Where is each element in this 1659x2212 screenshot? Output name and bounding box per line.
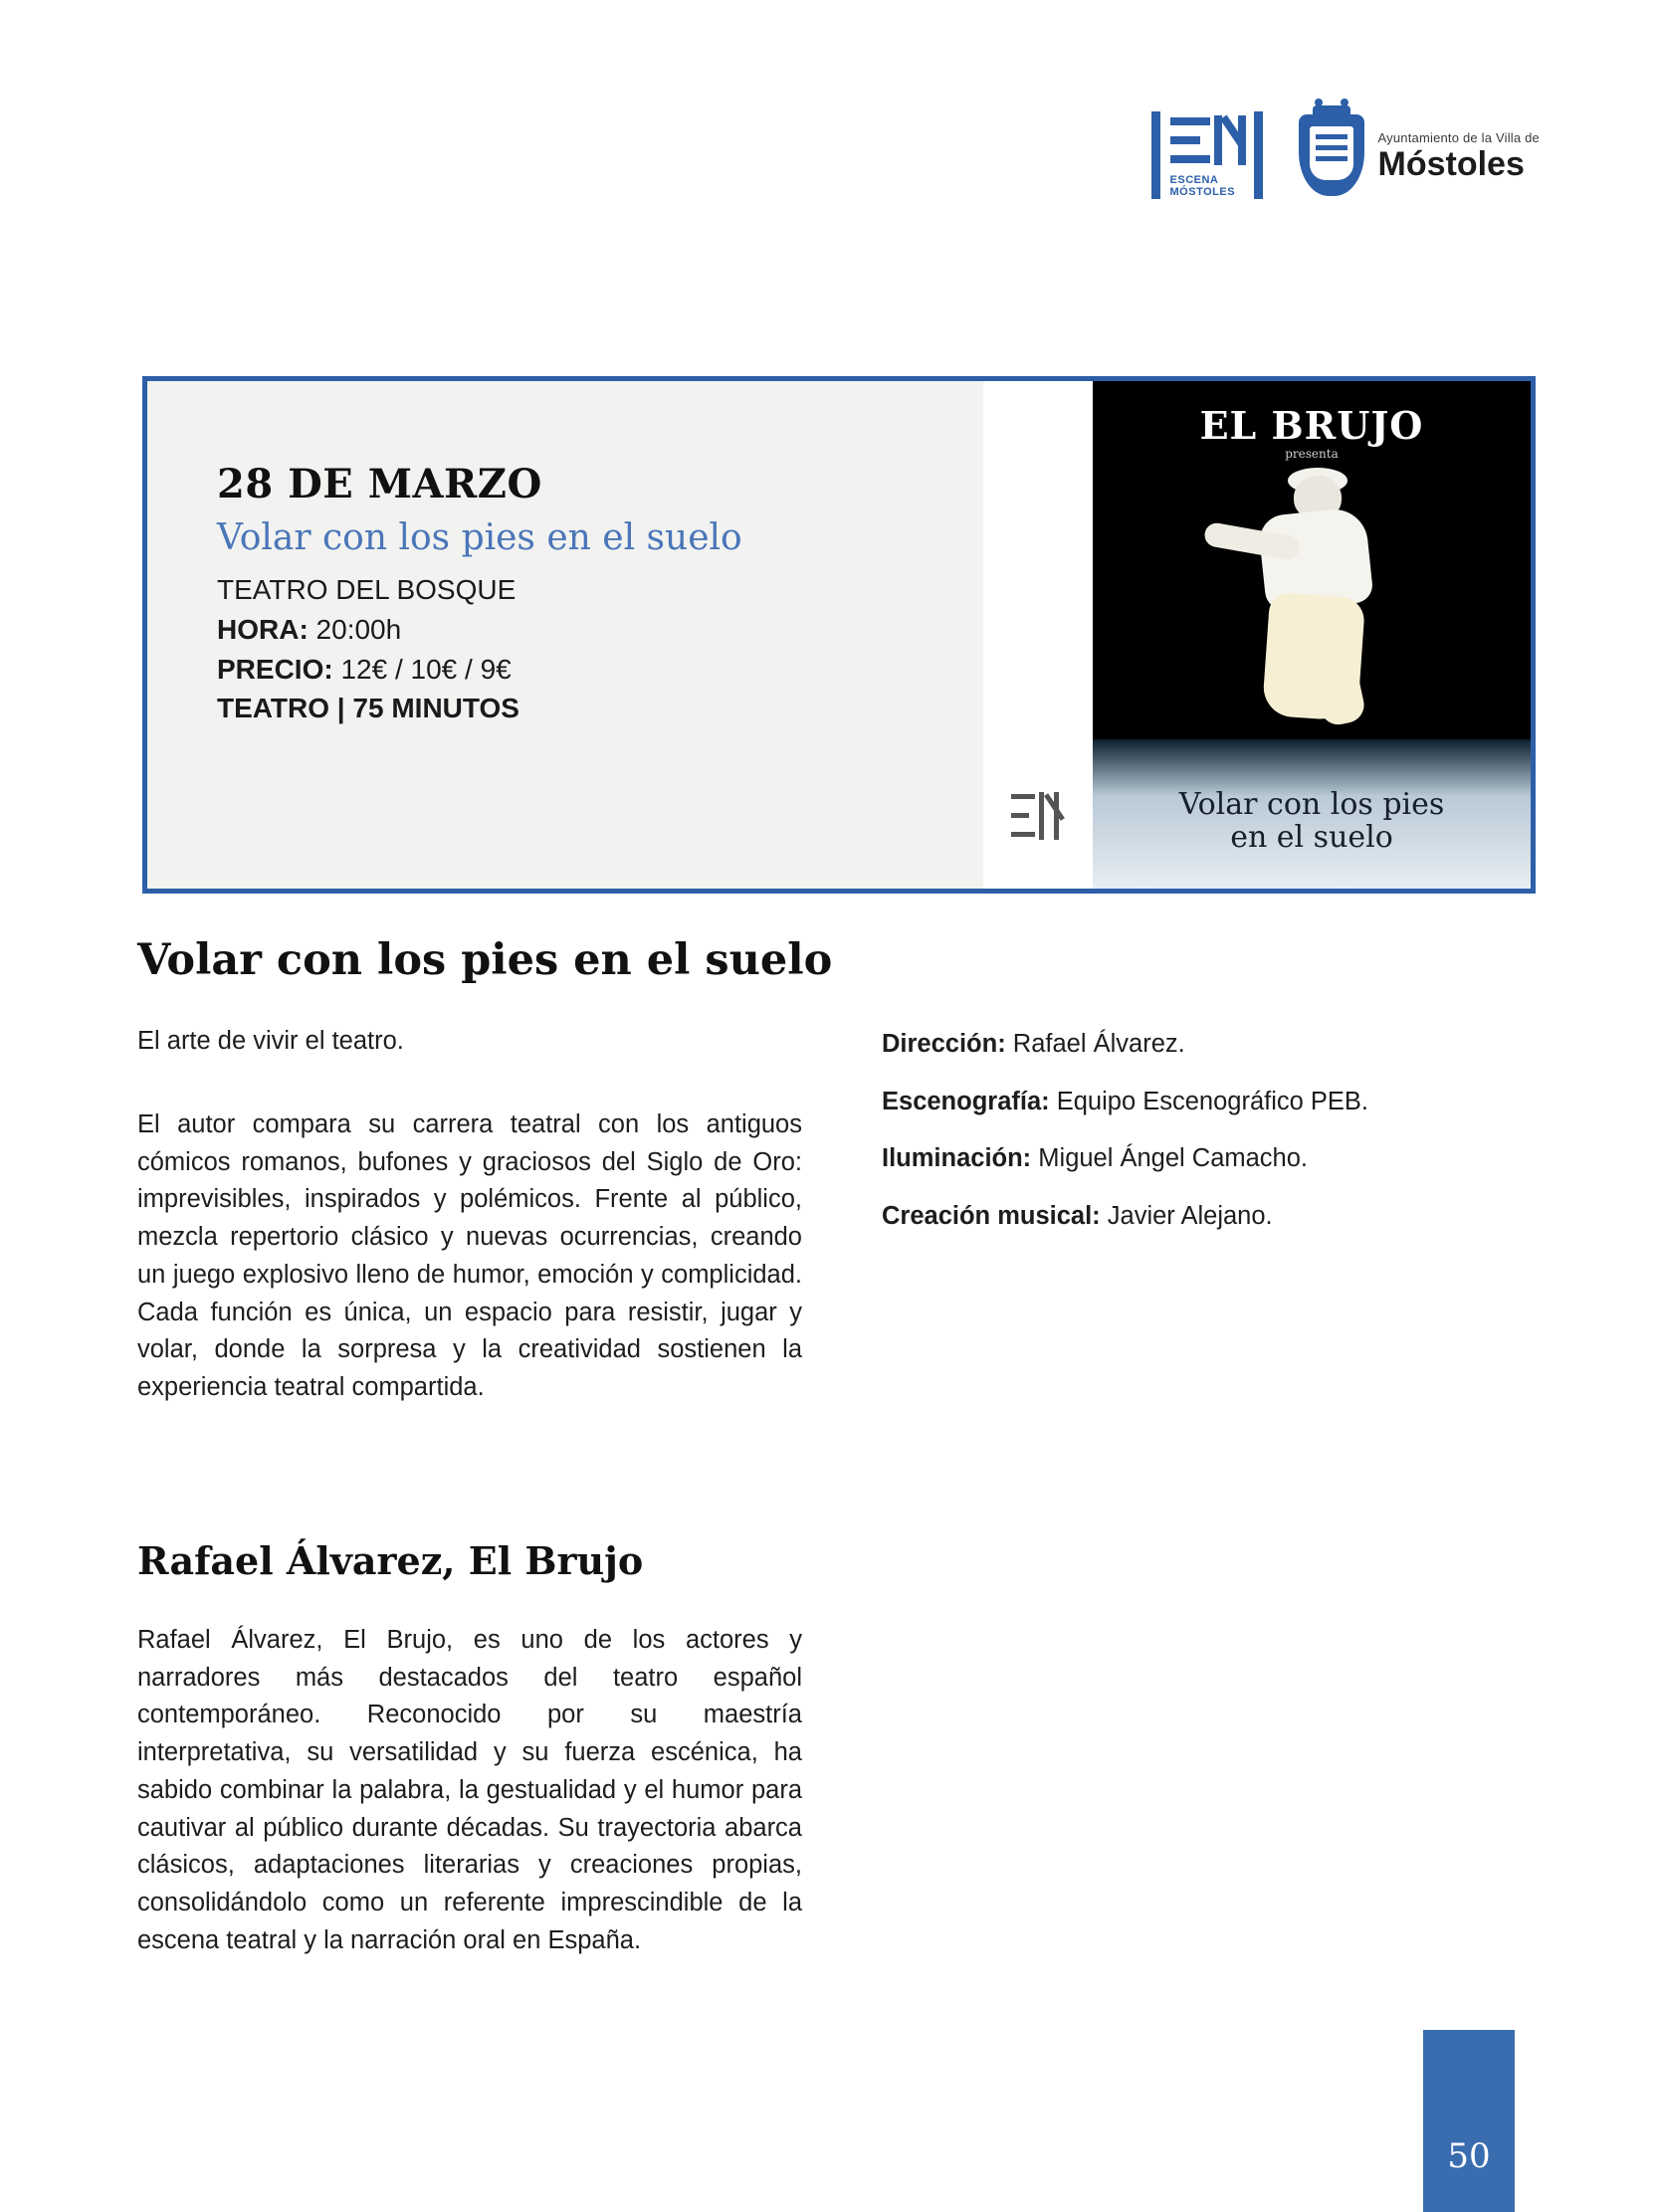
event-subtitle: Volar con los pies en el suelo: [217, 517, 742, 558]
escena-logo-caption: [1170, 174, 1244, 199]
poster-performer-figure: [1210, 476, 1409, 724]
event-card-info: [147, 381, 983, 889]
poster-presenta-label: presenta: [1285, 447, 1339, 461]
credit-item: [882, 1139, 1539, 1179]
ayuntamiento-city-name: Móstoles: [1377, 144, 1525, 183]
credit-item: [882, 1197, 1539, 1237]
credit-label: Escenografía:: [882, 1087, 1050, 1115]
artist-title: Rafael Álvarez, El Brujo: [137, 1538, 644, 1583]
shield-icon: [1299, 114, 1364, 196]
credit-label: Iluminación:: [882, 1144, 1032, 1173]
event-time: [217, 610, 983, 650]
em-monogram-icon: [1170, 113, 1244, 167]
em-monogram-small-icon: [1011, 791, 1059, 841]
event-price-label: PRECIO:: [217, 653, 333, 685]
credit-value: Javier Alejano.: [1107, 1201, 1273, 1230]
page-number: 50: [1423, 2030, 1515, 2212]
escena-logo-line1: ESCENA: [1169, 173, 1219, 186]
credits-list: [882, 1025, 1539, 1254]
event-time-value: 20:00h: [315, 613, 402, 645]
poster-subtitle-line2: en el suelo: [1230, 820, 1393, 856]
escena-logo-line2: MÓSTOLES: [1169, 186, 1236, 199]
event-card-separator: [983, 381, 1093, 889]
logo-mid: [1160, 111, 1254, 199]
event-category: TEATRO | 75 MINUTOS: [217, 693, 519, 724]
show-description-paragraph: El autor compara su carrera teatral con los antiguos cómicos romanos, bufones y graciosos del Siglo de Oro: imprevisibles, inspirados y polémicos. Frente al público, mezcla repertorio clásico y nuevas ocurrencias, creando un juego explosivo lleno de humor, emoción y complicidad. Cada función es única, un espacio para resistir, jugar y volar, donde la sorpresa y la creatividad sostienen la experiencia teatral compartida.: [137, 1110, 802, 1402]
credit-item: [882, 1025, 1539, 1065]
ayuntamiento-small-label: Ayuntamiento de la Villa de: [1377, 129, 1540, 145]
event-venue: TEATRO DEL BOSQUE: [217, 574, 517, 605]
credit-label: Creación musical:: [882, 1201, 1101, 1230]
poster-subtitle-line1: Volar con los pies: [1178, 786, 1445, 822]
logo-right-bar: [1254, 111, 1263, 199]
credit-value: Rafael Álvarez.: [1012, 1030, 1185, 1058]
credit-value: Miguel Ángel Camacho.: [1038, 1144, 1309, 1173]
ayuntamiento-logo: [1299, 114, 1540, 196]
poster-title: EL BRUJO: [1199, 403, 1424, 448]
poster-subtitle: [1093, 788, 1531, 855]
credit-label: Dirección:: [882, 1030, 1006, 1058]
show-title: Volar con los pies en el suelo: [137, 935, 833, 985]
credit-value: Equipo Escenográfico PEB.: [1056, 1087, 1369, 1115]
show-lead-text: El arte de vivir el teatro.: [137, 1027, 404, 1055]
artist-biography-paragraph: Rafael Álvarez, El Brujo, es uno de los actores y narradores más destacados del teatro español contemporáneo. Reconocido por su maestría interpretativa, su versatilidad y su fuerza escénica, ha sabido combinar la palabra, la gestualidad y el humor para cautivar al público durante décadas. Su trayectoria abarca clásicos, adaptaciones literarias y creaciones propias, consolidándolo como un referente imprescindible de la escena teatral y la narración oral en España.: [137, 1626, 802, 1954]
header-logos: [1151, 111, 1540, 199]
event-date: 28 DE MARZO: [217, 461, 542, 507]
event-price: [217, 650, 983, 690]
event-card: [142, 376, 1536, 894]
event-poster-image: [1093, 381, 1531, 889]
event-price-value: 12€ / 10€ / 9€: [340, 653, 512, 685]
logo-left-bar: [1151, 111, 1160, 199]
ayuntamiento-text: [1378, 130, 1540, 181]
credit-item: [882, 1083, 1539, 1122]
escena-mostoles-logo: [1151, 111, 1263, 199]
event-time-label: HORA:: [217, 613, 309, 645]
